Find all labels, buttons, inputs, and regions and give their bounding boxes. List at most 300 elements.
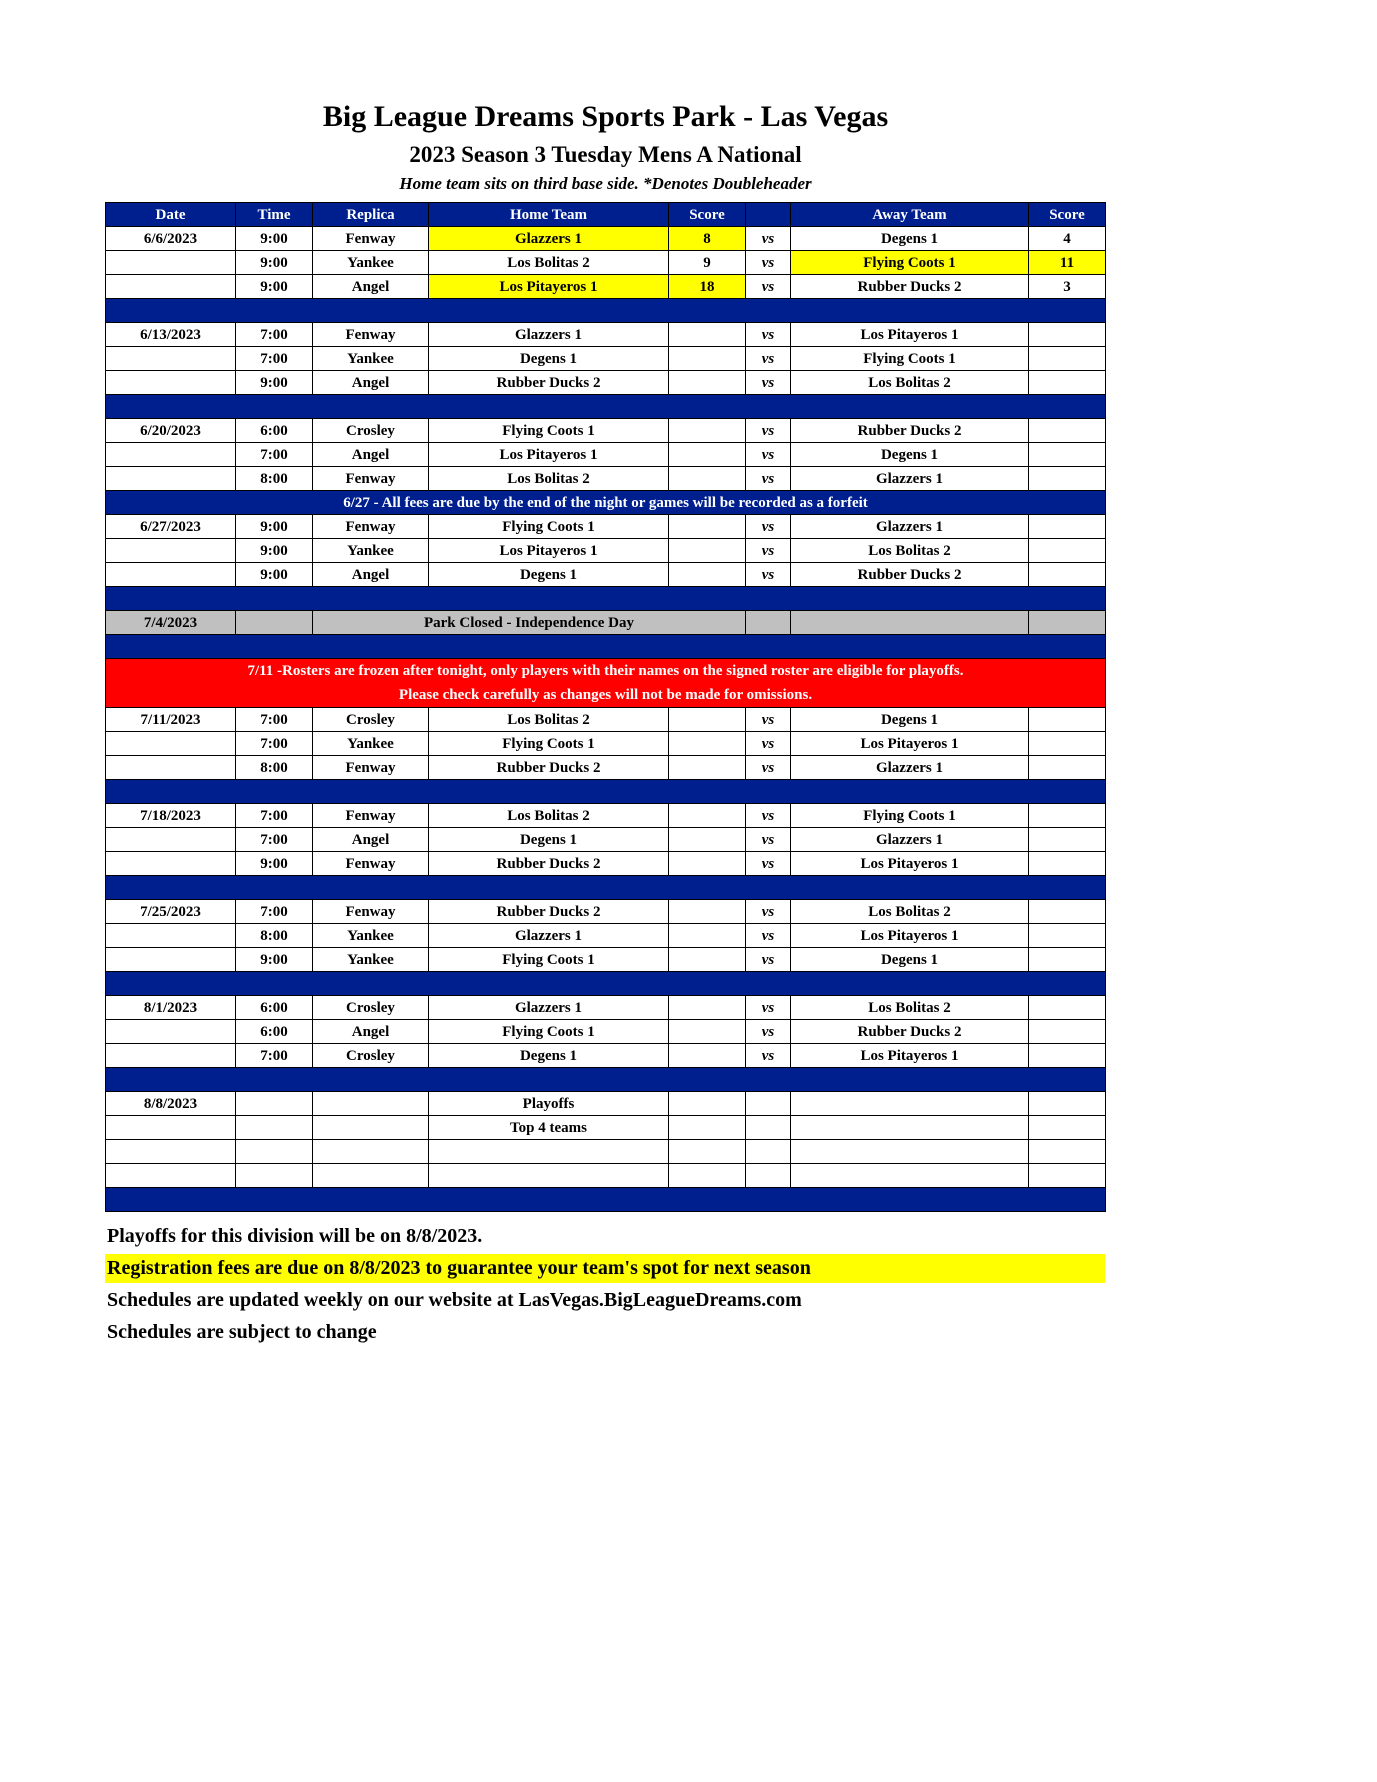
home-score-cell: [669, 708, 746, 732]
home-team-cell: Rubber Ducks 2: [429, 852, 669, 876]
replica-cell: Crosley: [313, 1044, 429, 1068]
away-team-cell: Los Pitayeros 1: [791, 852, 1029, 876]
game-row: [106, 996, 1106, 1020]
replica-cell: Fenway: [313, 515, 429, 539]
away-score-cell: [1029, 515, 1106, 539]
separator-row: [106, 395, 1106, 419]
away-score-cell: [1029, 539, 1106, 563]
schedule-table-body: [106, 227, 1106, 1212]
time-cell: [236, 1116, 313, 1140]
website-note: Schedules are updated weekly on our website at LasVegas.BigLeagueDreams.com: [107, 1289, 802, 1311]
game-row: [106, 828, 1106, 852]
home-team-cell: Los Pitayeros 1: [429, 443, 669, 467]
park-closed-row: [106, 611, 1106, 635]
replica-cell: Yankee: [313, 948, 429, 972]
vs-cell: vs: [746, 515, 791, 539]
home-score-cell: [669, 467, 746, 491]
date-cell: 6/6/2023: [106, 227, 236, 251]
away-score-cell: [1029, 1140, 1106, 1164]
date-cell: 6/27/2023: [106, 515, 236, 539]
away-score-cell: [1029, 900, 1106, 924]
schedule-change-note: Schedules are subject to change: [107, 1321, 377, 1343]
game-row: [106, 1020, 1106, 1044]
replica-cell: Fenway: [313, 900, 429, 924]
away-score-cell: 4: [1029, 227, 1106, 251]
date-cell: [106, 924, 236, 948]
away-score-cell: [1029, 1164, 1106, 1188]
date-cell: [106, 756, 236, 780]
separator-cell: [106, 1068, 1106, 1092]
away-score-cell: [1029, 924, 1106, 948]
home-team-cell: Degens 1: [429, 563, 669, 587]
home-team-cell: Flying Coots 1: [429, 732, 669, 756]
vs-cell: vs: [746, 251, 791, 275]
time-cell: 7:00: [236, 1044, 313, 1068]
replica-cell: Yankee: [313, 251, 429, 275]
away-team-cell: Los Pitayeros 1: [791, 1044, 1029, 1068]
home-team-cell: Los Pitayeros 1: [429, 539, 669, 563]
away-team-cell: Los Bolitas 2: [791, 996, 1029, 1020]
away-score-cell: [1029, 371, 1106, 395]
home-team-cell: Flying Coots 1: [429, 419, 669, 443]
away-team-cell: Los Bolitas 2: [791, 539, 1029, 563]
game-row: [106, 852, 1106, 876]
vs-cell: vs: [746, 852, 791, 876]
home-team-cell: Glazzers 1: [429, 227, 669, 251]
home-score-cell: 9: [669, 251, 746, 275]
game-row: [106, 347, 1106, 371]
game-row: [106, 251, 1106, 275]
game-row: [106, 419, 1106, 443]
game-row: [106, 804, 1106, 828]
away-score-cell: 3: [1029, 275, 1106, 299]
replica-cell: Angel: [313, 828, 429, 852]
date-cell: [106, 948, 236, 972]
time-cell: 7:00: [236, 708, 313, 732]
separator-cell: [106, 395, 1106, 419]
date-cell: [106, 251, 236, 275]
away-team-cell: [791, 1092, 1029, 1116]
replica-cell: [313, 1140, 429, 1164]
separator-cell: [106, 1188, 1106, 1212]
home-score-cell: [669, 900, 746, 924]
away-team-cell: Glazzers 1: [791, 515, 1029, 539]
time-cell: 9:00: [236, 371, 313, 395]
home-team-cell: Degens 1: [429, 347, 669, 371]
vs-cell: vs: [746, 467, 791, 491]
away-team-cell: Glazzers 1: [791, 467, 1029, 491]
away-team-cell: Los Bolitas 2: [791, 900, 1029, 924]
home-score-cell: [669, 996, 746, 1020]
playoffs-note: Playoffs for this division will be on 8/8/2023.: [107, 1225, 483, 1247]
game-row: [106, 756, 1106, 780]
date-cell: 7/4/2023: [106, 611, 236, 635]
away-team-cell: Rubber Ducks 2: [791, 1020, 1029, 1044]
home-score-cell: [669, 515, 746, 539]
vs-cell: vs: [746, 539, 791, 563]
home-score-cell: [669, 828, 746, 852]
header-time: Time: [236, 203, 313, 227]
vs-cell: vs: [746, 804, 791, 828]
home-team-cell: [429, 1164, 669, 1188]
away-team-cell: Glazzers 1: [791, 756, 1029, 780]
vs-cell: vs: [746, 1044, 791, 1068]
separator-cell: [106, 299, 1106, 323]
alert-line: Please check carefully as changes will not be made for omissions.: [398, 687, 813, 703]
home-score-cell: [669, 419, 746, 443]
vs-cell: [746, 1164, 791, 1188]
replica-cell: Angel: [313, 563, 429, 587]
separator-cell: [106, 780, 1106, 804]
time-cell: 6:00: [236, 419, 313, 443]
away-score-cell: [1029, 1020, 1106, 1044]
away-score-cell: [1029, 708, 1106, 732]
time-cell: 7:00: [236, 828, 313, 852]
date-cell: 7/25/2023: [106, 900, 236, 924]
away-team-cell: Glazzers 1: [791, 828, 1029, 852]
date-cell: [106, 539, 236, 563]
notice-row: [106, 491, 1106, 515]
home-score-cell: [669, 804, 746, 828]
date-cell: [106, 1116, 236, 1140]
home-team-cell: Top 4 teams: [429, 1116, 669, 1140]
game-row: [106, 1140, 1106, 1164]
away-team-cell: Degens 1: [791, 708, 1029, 732]
home-team-cell: Glazzers 1: [429, 323, 669, 347]
vs-cell: vs: [746, 900, 791, 924]
game-row: [106, 539, 1106, 563]
date-cell: [106, 1164, 236, 1188]
page-note: Home team sits on third base side. *Denotes Doubleheader: [399, 174, 812, 193]
vs-cell: vs: [746, 275, 791, 299]
date-cell: 8/1/2023: [106, 996, 236, 1020]
home-score-cell: [669, 1092, 746, 1116]
away-team-cell: Flying Coots 1: [791, 804, 1029, 828]
away-team-cell: [791, 1116, 1029, 1140]
vs-cell: [746, 1116, 791, 1140]
away-score-cell: [1029, 347, 1106, 371]
game-row: [106, 708, 1106, 732]
closed-text-cell: Park Closed - Independence Day: [313, 611, 746, 635]
away-score-cell: [1029, 1116, 1106, 1140]
home-team-cell: Los Pitayeros 1: [429, 275, 669, 299]
replica-cell: Angel: [313, 275, 429, 299]
game-row: [106, 948, 1106, 972]
replica-cell: Fenway: [313, 756, 429, 780]
home-score-cell: [669, 1020, 746, 1044]
home-score-cell: 8: [669, 227, 746, 251]
replica-cell: Crosley: [313, 708, 429, 732]
time-cell: [236, 1092, 313, 1116]
time-cell: 9:00: [236, 251, 313, 275]
time-cell: 9:00: [236, 852, 313, 876]
vs-cell: vs: [746, 996, 791, 1020]
vs-cell: vs: [746, 347, 791, 371]
date-cell: [106, 275, 236, 299]
date-cell: [106, 563, 236, 587]
vs-cell: vs: [746, 948, 791, 972]
registration-note: Registration fees are due on 8/8/2023 to guarantee your team's spot for next season: [105, 1254, 1105, 1283]
home-score-cell: [669, 323, 746, 347]
time-cell: 6:00: [236, 996, 313, 1020]
date-cell: [106, 852, 236, 876]
header-home-score: Score: [669, 203, 746, 227]
home-team-cell: Flying Coots 1: [429, 515, 669, 539]
away-score-cell: [1029, 1092, 1106, 1116]
time-cell: [236, 1140, 313, 1164]
game-row: [106, 563, 1106, 587]
vs-cell: vs: [746, 1020, 791, 1044]
header-away-score: Score: [1029, 203, 1106, 227]
replica-cell: Angel: [313, 443, 429, 467]
game-row: [106, 1092, 1106, 1116]
date-cell: 6/20/2023: [106, 419, 236, 443]
replica-cell: Yankee: [313, 347, 429, 371]
home-team-cell: Playoffs: [429, 1092, 669, 1116]
replica-cell: Fenway: [313, 227, 429, 251]
away-team-cell: Degens 1: [791, 948, 1029, 972]
time-cell: 8:00: [236, 924, 313, 948]
home-score-cell: [669, 563, 746, 587]
home-score-cell: [669, 924, 746, 948]
replica-cell: [313, 1116, 429, 1140]
replica-cell: Fenway: [313, 323, 429, 347]
game-row: [106, 924, 1106, 948]
game-row: [106, 443, 1106, 467]
home-score-cell: [669, 539, 746, 563]
time-cell: 7:00: [236, 323, 313, 347]
game-row: [106, 275, 1106, 299]
replica-cell: Yankee: [313, 732, 429, 756]
home-team-cell: Rubber Ducks 2: [429, 371, 669, 395]
header-away-team: Away Team: [791, 203, 1029, 227]
away-team-cell: Los Pitayeros 1: [791, 323, 1029, 347]
game-row: [106, 467, 1106, 491]
date-cell: [106, 443, 236, 467]
time-cell: 8:00: [236, 467, 313, 491]
time-cell: [236, 1164, 313, 1188]
alert-text-cell: [106, 659, 1106, 708]
separator-row: [106, 635, 1106, 659]
replica-cell: Crosley: [313, 419, 429, 443]
home-score-cell: [669, 1044, 746, 1068]
home-team-cell: Degens 1: [429, 828, 669, 852]
time-cell: 6:00: [236, 1020, 313, 1044]
away-team-cell: [791, 611, 1029, 635]
date-cell: [106, 1020, 236, 1044]
away-team-cell: Rubber Ducks 2: [791, 563, 1029, 587]
time-cell: 9:00: [236, 539, 313, 563]
game-row: [106, 732, 1106, 756]
away-team-cell: Flying Coots 1: [791, 251, 1029, 275]
vs-cell: vs: [746, 371, 791, 395]
home-score-cell: [669, 732, 746, 756]
home-team-cell: Los Bolitas 2: [429, 708, 669, 732]
vs-cell: vs: [746, 828, 791, 852]
replica-cell: Crosley: [313, 996, 429, 1020]
away-team-cell: [791, 1140, 1029, 1164]
schedule-table: [105, 202, 1106, 1212]
away-score-cell: [1029, 443, 1106, 467]
replica-cell: Angel: [313, 1020, 429, 1044]
replica-cell: Yankee: [313, 539, 429, 563]
date-cell: [106, 1044, 236, 1068]
game-row: [106, 1116, 1106, 1140]
time-cell: 7:00: [236, 804, 313, 828]
away-team-cell: [791, 1164, 1029, 1188]
home-score-cell: [669, 948, 746, 972]
time-cell: 9:00: [236, 227, 313, 251]
home-team-cell: Los Bolitas 2: [429, 804, 669, 828]
away-team-cell: Rubber Ducks 2: [791, 419, 1029, 443]
header-vs: [746, 203, 791, 227]
vs-cell: vs: [746, 419, 791, 443]
date-cell: 7/18/2023: [106, 804, 236, 828]
home-team-cell: Rubber Ducks 2: [429, 900, 669, 924]
game-row: [106, 323, 1106, 347]
away-team-cell: Degens 1: [791, 227, 1029, 251]
date-cell: [106, 828, 236, 852]
separator-row: [106, 780, 1106, 804]
date-cell: [106, 371, 236, 395]
separator-cell: [106, 972, 1106, 996]
home-score-cell: [669, 756, 746, 780]
table-header-row: [106, 203, 1106, 227]
date-cell: 6/13/2023: [106, 323, 236, 347]
away-team-cell: Los Bolitas 2: [791, 371, 1029, 395]
home-score-cell: [669, 443, 746, 467]
footer-notes: [105, 1222, 1105, 1347]
vs-cell: vs: [746, 563, 791, 587]
home-team-cell: Flying Coots 1: [429, 948, 669, 972]
separator-row: [106, 876, 1106, 900]
time-cell: 7:00: [236, 900, 313, 924]
vs-cell: vs: [746, 756, 791, 780]
away-score-cell: [1029, 611, 1106, 635]
away-score-cell: [1029, 467, 1106, 491]
away-score-cell: [1029, 804, 1106, 828]
alert-line: 7/11 -Rosters are frozen after tonight, only players with their names on the signed roster are eligible for playoffs.: [247, 663, 964, 679]
away-score-cell: [1029, 852, 1106, 876]
alert-row: [106, 659, 1106, 708]
separator-row: [106, 972, 1106, 996]
home-team-cell: Rubber Ducks 2: [429, 756, 669, 780]
away-score-cell: [1029, 323, 1106, 347]
home-team-cell: Flying Coots 1: [429, 1020, 669, 1044]
notice-text-cell: 6/27 - All fees are due by the end of the night or games will be recorded as a forfeit: [106, 491, 1106, 515]
replica-cell: [313, 1092, 429, 1116]
page-content: [105, 100, 1106, 1350]
date-cell: 7/11/2023: [106, 708, 236, 732]
away-score-cell: [1029, 948, 1106, 972]
date-cell: 8/8/2023: [106, 1092, 236, 1116]
separator-cell: [106, 876, 1106, 900]
vs-cell: vs: [746, 323, 791, 347]
away-score-cell: [1029, 563, 1106, 587]
page-subtitle: 2023 Season 3 Tuesday Mens A National: [409, 142, 802, 167]
separator-row: [106, 587, 1106, 611]
home-score-cell: [669, 1164, 746, 1188]
header-date: Date: [106, 203, 236, 227]
time-cell: 9:00: [236, 563, 313, 587]
home-score-cell: [669, 371, 746, 395]
home-score-cell: [669, 852, 746, 876]
away-team-cell: Los Pitayeros 1: [791, 732, 1029, 756]
game-row: [106, 900, 1106, 924]
home-score-cell: [669, 1116, 746, 1140]
away-score-cell: [1029, 419, 1106, 443]
replica-cell: [313, 1164, 429, 1188]
replica-cell: Fenway: [313, 852, 429, 876]
away-score-cell: [1029, 1044, 1106, 1068]
time-cell: 7:00: [236, 732, 313, 756]
home-team-cell: Los Bolitas 2: [429, 251, 669, 275]
game-row: [106, 227, 1106, 251]
header-home-team: Home Team: [429, 203, 669, 227]
replica-cell: Fenway: [313, 804, 429, 828]
time-cell: 9:00: [236, 515, 313, 539]
date-cell: [106, 467, 236, 491]
replica-cell: Yankee: [313, 924, 429, 948]
game-row: [106, 1044, 1106, 1068]
date-cell: [106, 1140, 236, 1164]
away-score-cell: [1029, 828, 1106, 852]
home-score-cell: 18: [669, 275, 746, 299]
date-cell: [106, 732, 236, 756]
page-title: Big League Dreams Sports Park - Las Vegas: [322, 100, 889, 133]
home-team-cell: [429, 1140, 669, 1164]
home-team-cell: Glazzers 1: [429, 924, 669, 948]
date-cell: [106, 347, 236, 371]
separator-row: [106, 1188, 1106, 1212]
separator-cell: [106, 635, 1106, 659]
home-score-cell: [669, 1140, 746, 1164]
away-score-cell: [1029, 996, 1106, 1020]
time-cell: 7:00: [236, 347, 313, 371]
away-team-cell: Los Pitayeros 1: [791, 924, 1029, 948]
vs-cell: vs: [746, 924, 791, 948]
home-team-cell: Los Bolitas 2: [429, 467, 669, 491]
away-team-cell: Degens 1: [791, 443, 1029, 467]
vs-cell: [746, 611, 791, 635]
game-row: [106, 1164, 1106, 1188]
away-team-cell: Rubber Ducks 2: [791, 275, 1029, 299]
time-cell: [236, 611, 313, 635]
separator-row: [106, 1068, 1106, 1092]
home-team-cell: Glazzers 1: [429, 996, 669, 1020]
header-replica: Replica: [313, 203, 429, 227]
vs-cell: vs: [746, 732, 791, 756]
away-score-cell: 11: [1029, 251, 1106, 275]
away-team-cell: Flying Coots 1: [791, 347, 1029, 371]
time-cell: 8:00: [236, 756, 313, 780]
replica-cell: Angel: [313, 371, 429, 395]
vs-cell: [746, 1092, 791, 1116]
time-cell: 9:00: [236, 275, 313, 299]
away-score-cell: [1029, 756, 1106, 780]
vs-cell: vs: [746, 443, 791, 467]
vs-cell: vs: [746, 227, 791, 251]
vs-cell: vs: [746, 708, 791, 732]
vs-cell: [746, 1140, 791, 1164]
game-row: [106, 515, 1106, 539]
home-team-cell: Degens 1: [429, 1044, 669, 1068]
home-score-cell: [669, 347, 746, 371]
away-score-cell: [1029, 732, 1106, 756]
separator-row: [106, 299, 1106, 323]
time-cell: 7:00: [236, 443, 313, 467]
separator-cell: [106, 587, 1106, 611]
